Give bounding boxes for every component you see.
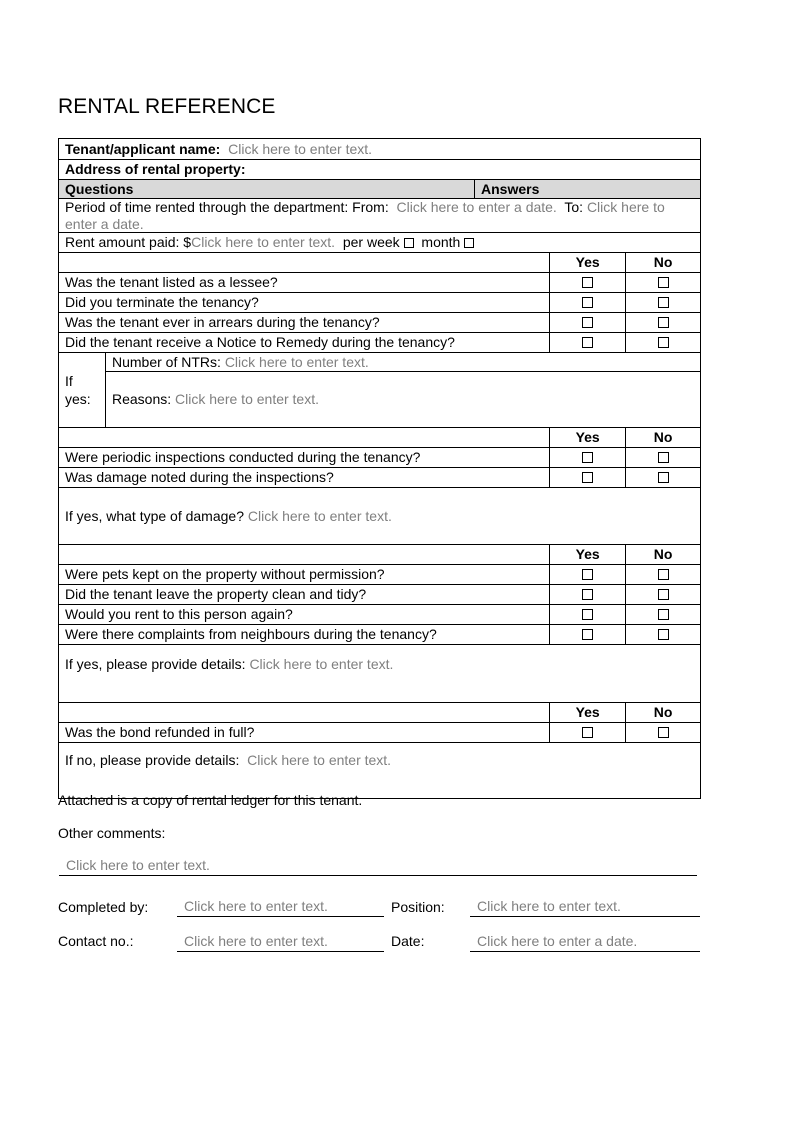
question-row xyxy=(59,467,700,487)
no-checkbox[interactable] xyxy=(658,452,669,463)
question-text: Were periodic inspections conducted during the tenancy? xyxy=(65,449,421,465)
rent-amount-field[interactable]: Click here to enter text. xyxy=(191,234,336,250)
yes-no-header-4 xyxy=(59,702,700,722)
ntr-count-field[interactable]: Click here to enter text. xyxy=(224,353,369,370)
completed-by-field[interactable]: Click here to enter text. xyxy=(177,898,384,917)
rent-label: Rent amount paid: $ xyxy=(65,234,192,250)
question-row xyxy=(59,312,700,332)
question-text: Was the bond refunded in full? xyxy=(65,724,255,740)
period-to-field[interactable]: Click here to enter a date. xyxy=(65,199,665,232)
no-checkbox[interactable] xyxy=(658,317,669,328)
completed-by-label: Completed by: xyxy=(58,899,149,915)
yes-checkbox[interactable] xyxy=(582,629,593,640)
question-text: Was the tenant listed as a lessee? xyxy=(65,274,278,290)
question-row xyxy=(59,447,700,467)
per-week-label: per week xyxy=(342,234,400,250)
yes-checkbox[interactable] xyxy=(582,472,593,483)
question-text: Was damage noted during the inspections? xyxy=(65,469,334,485)
period-label: Period of time rented through the department: From: xyxy=(65,199,389,215)
details-no-label: If no, please provide details: xyxy=(65,752,240,768)
address-label: Address of rental property: xyxy=(65,161,246,177)
tenant-label: Tenant/applicant name: xyxy=(65,140,221,157)
question-row xyxy=(59,272,700,292)
yes-checkbox[interactable] xyxy=(582,727,593,738)
question-text: Were pets kept on the property without permission? xyxy=(65,566,385,582)
question-text: Did you terminate the tenancy? xyxy=(65,294,259,310)
question-row xyxy=(59,332,700,352)
yes-no-header-3 xyxy=(59,544,700,564)
question-row xyxy=(59,292,700,312)
yes-checkbox[interactable] xyxy=(582,609,593,620)
yes-header: Yes xyxy=(549,703,625,722)
yes-checkbox[interactable] xyxy=(582,569,593,580)
no-checkbox[interactable] xyxy=(658,569,669,580)
no-header: No xyxy=(625,703,700,722)
contact-no-field[interactable]: Click here to enter text. xyxy=(177,933,384,952)
yes-checkbox[interactable] xyxy=(582,452,593,463)
position-label: Position: xyxy=(391,899,445,915)
contact-no-label: Contact no.: xyxy=(58,933,134,949)
ntr-label: Number of NTRs: xyxy=(112,353,221,370)
question-row xyxy=(59,584,700,604)
page-title: RENTAL REFERENCE xyxy=(58,95,276,118)
yes-checkbox[interactable] xyxy=(582,297,593,308)
reasons-label: Reasons: xyxy=(112,391,172,407)
details-yes-row xyxy=(59,644,700,702)
no-checkbox[interactable] xyxy=(658,589,669,600)
no-header: No xyxy=(625,428,700,447)
yes-no-header-2 xyxy=(59,427,700,447)
no-header: No xyxy=(625,545,700,564)
yes-no-header-1 xyxy=(59,252,700,272)
yes-checkbox[interactable] xyxy=(582,317,593,328)
damage-row xyxy=(59,487,700,544)
no-checkbox[interactable] xyxy=(658,277,669,288)
tenant-row xyxy=(59,139,700,159)
answers-header: Answers xyxy=(474,180,700,198)
tenant-name-field[interactable]: Click here to enter text. xyxy=(228,140,373,157)
table-header xyxy=(59,179,700,198)
position-field[interactable]: Click here to enter text. xyxy=(470,898,700,917)
yes-checkbox[interactable] xyxy=(582,277,593,288)
no-checkbox[interactable] xyxy=(658,472,669,483)
period-row xyxy=(59,198,700,232)
question-text: Did the tenant leave the property clean and tidy? xyxy=(65,586,367,602)
period-from-field[interactable]: Click here to enter a date. xyxy=(396,199,557,215)
question-text: Were there complaints from neighbours during the tenancy? xyxy=(65,626,437,642)
damage-field[interactable]: Click here to enter text. xyxy=(247,507,392,524)
no-header: No xyxy=(625,253,700,272)
period-to-label: To: xyxy=(564,199,584,215)
details-yes-label: If yes, please provide details: xyxy=(65,656,246,672)
month-label: month xyxy=(421,234,461,250)
question-text: Did the tenant receive a Notice to Remedy during the tenancy? xyxy=(65,334,455,350)
reasons-field[interactable]: Click here to enter text. xyxy=(175,391,319,407)
question-row xyxy=(59,564,700,584)
question-row xyxy=(59,722,700,742)
yes-header: Yes xyxy=(549,428,625,447)
other-comments-field[interactable]: Click here to enter text. xyxy=(59,857,697,876)
details-no-row xyxy=(59,742,700,798)
details-yes-field[interactable]: Click here to enter text. xyxy=(249,656,394,672)
question-row xyxy=(59,624,700,644)
yes-checkbox[interactable] xyxy=(582,337,593,348)
no-checkbox[interactable] xyxy=(658,609,669,620)
no-checkbox[interactable] xyxy=(658,297,669,308)
no-checkbox[interactable] xyxy=(658,337,669,348)
per-week-checkbox[interactable] xyxy=(404,238,414,248)
date-field[interactable]: Click here to enter a date. xyxy=(470,933,700,952)
question-text: Was the tenant ever in arrears during the tenancy? xyxy=(65,314,380,330)
month-checkbox[interactable] xyxy=(464,238,474,248)
if-yes-label: If yes: xyxy=(65,373,91,407)
other-comments-label: Other comments: xyxy=(58,825,166,841)
yes-header: Yes xyxy=(549,253,625,272)
reference-form xyxy=(58,138,701,799)
question-text: Would you rent to this person again? xyxy=(65,606,293,622)
yes-checkbox[interactable] xyxy=(582,589,593,600)
no-checkbox[interactable] xyxy=(658,727,669,738)
damage-label: If yes, what type of damage? xyxy=(65,507,244,524)
ntr-block xyxy=(59,352,700,427)
date-label: Date: xyxy=(391,933,425,949)
rent-row xyxy=(59,232,700,252)
details-no-field[interactable]: Click here to enter text. xyxy=(247,752,392,768)
question-row xyxy=(59,604,700,624)
questions-header: Questions xyxy=(65,180,134,197)
no-checkbox[interactable] xyxy=(658,629,669,640)
attached-note: Attached is a copy of rental ledger for this tenant. xyxy=(58,792,363,808)
address-row xyxy=(59,159,700,179)
yes-header: Yes xyxy=(549,545,625,564)
